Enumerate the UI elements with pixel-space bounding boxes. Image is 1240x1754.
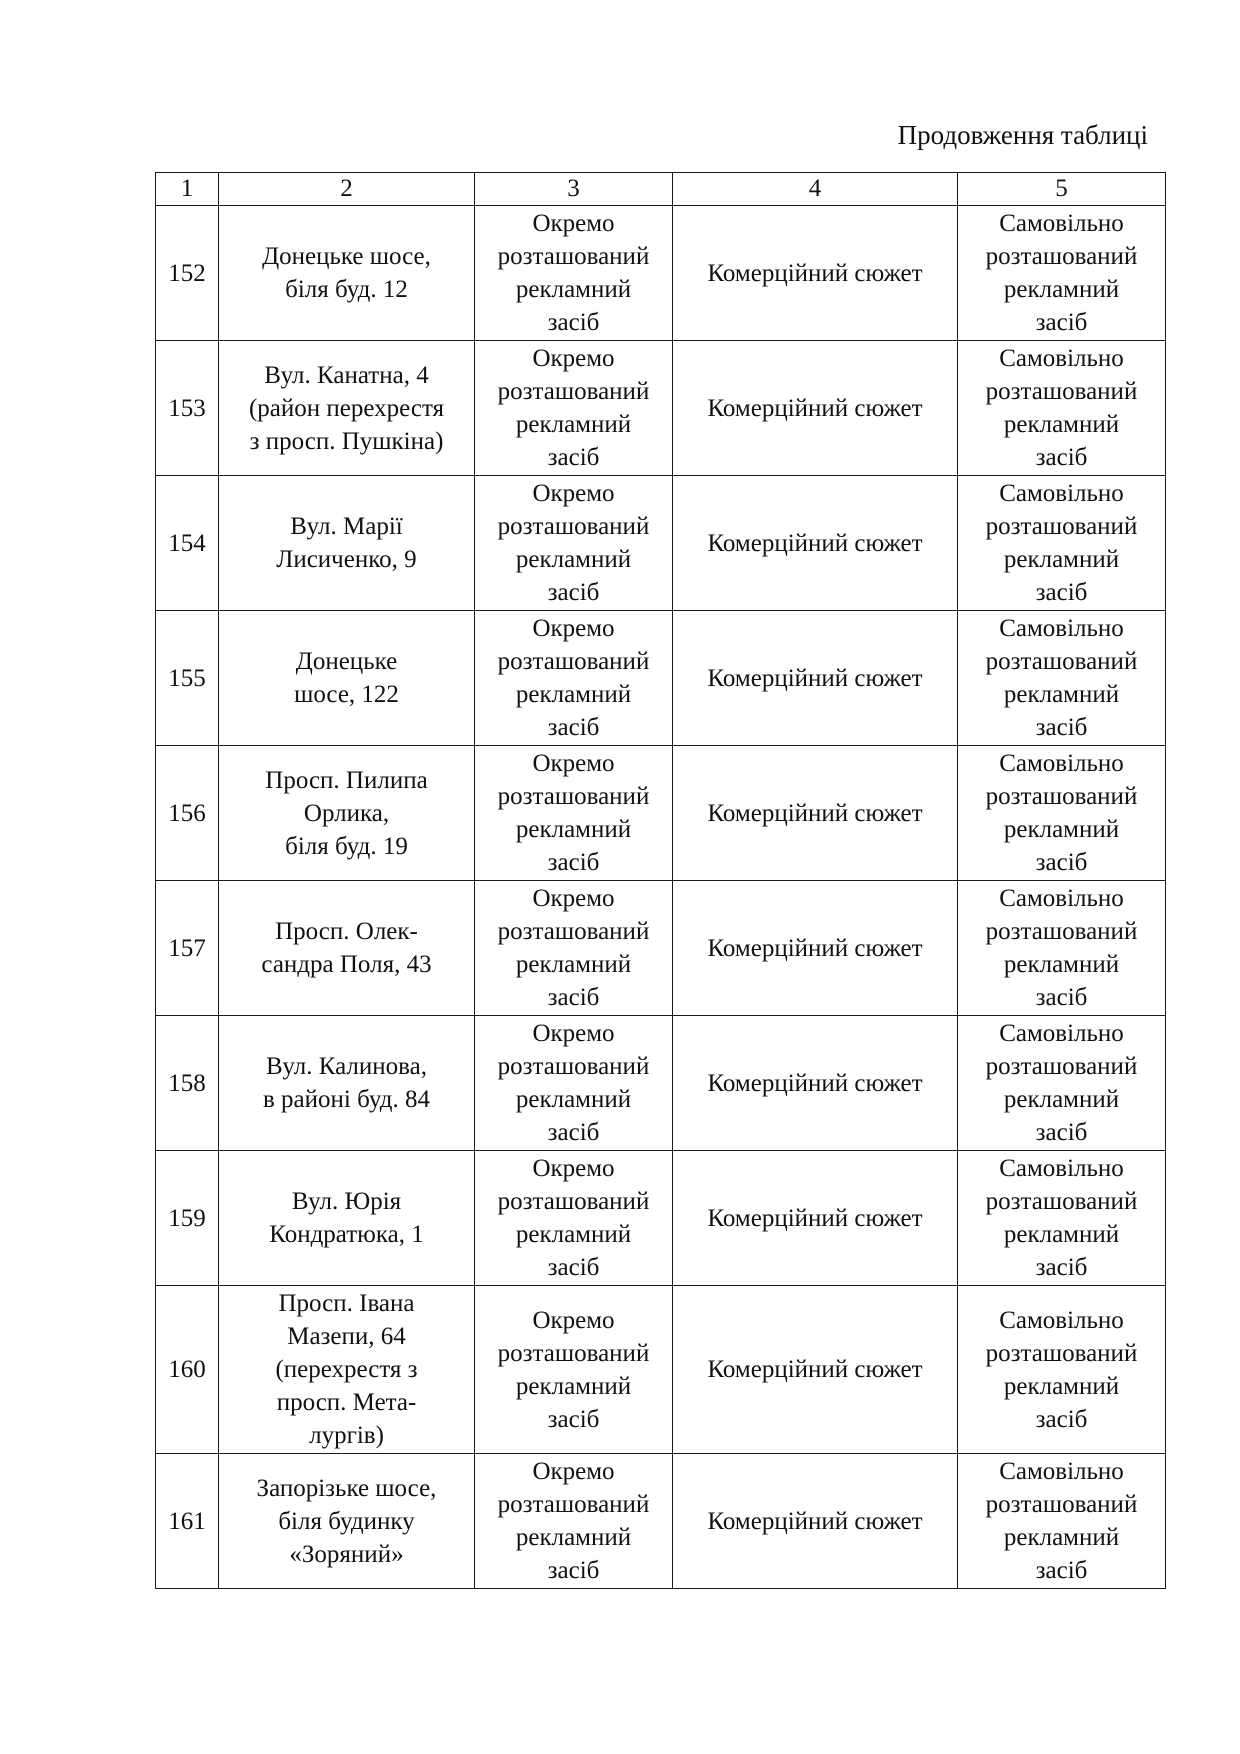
table-row xyxy=(156,1454,1166,1589)
content-cell: Комерційний сюжет xyxy=(673,206,958,341)
column-header-2: 2 xyxy=(219,173,475,206)
table-body xyxy=(156,206,1166,1589)
status-cell: Самовільно розташований рекламний засіб xyxy=(958,341,1166,476)
table-row xyxy=(156,881,1166,1016)
column-header-4: 4 xyxy=(673,173,958,206)
content-cell: Комерційний сюжет xyxy=(673,746,958,881)
ad-type-cell: Окремо розташований рекламний засіб xyxy=(475,341,673,476)
address-cell: Вул. Канатна, 4 (район перехрестя з просп. Пушкіна) xyxy=(219,341,475,476)
status-cell: Самовільно розташований рекламний засіб xyxy=(958,1151,1166,1286)
ad-type-cell: Окремо розташований рекламний засіб xyxy=(475,1286,673,1454)
table-row xyxy=(156,1151,1166,1286)
table-row xyxy=(156,476,1166,611)
ad-type-cell: Окремо розташований рекламний засіб xyxy=(475,746,673,881)
status-cell: Самовільно розташований рекламний засіб xyxy=(958,1286,1166,1454)
status-cell: Самовільно розташований рекламний засіб xyxy=(958,1454,1166,1589)
ad-type-cell: Окремо розташований рекламний засіб xyxy=(475,611,673,746)
content-cell: Комерційний сюжет xyxy=(673,341,958,476)
address-cell: Вул. Юрія Кондратюка, 1 xyxy=(219,1151,475,1286)
table-row xyxy=(156,1016,1166,1151)
content-cell: Комерційний сюжет xyxy=(673,881,958,1016)
address-cell: Просп. Івана Мазепи, 64 (перехрестя з просп. Мета- лургів) xyxy=(219,1286,475,1454)
status-cell: Самовільно розташований рекламний засіб xyxy=(958,611,1166,746)
row-number-cell: 152 xyxy=(156,206,219,341)
address-cell: Вул. Марії Лисиченко, 9 xyxy=(219,476,475,611)
address-cell: Просп. Олек- сандра Поля, 43 xyxy=(219,881,475,1016)
ad-type-cell: Окремо розташований рекламний засіб xyxy=(475,206,673,341)
row-number-cell: 160 xyxy=(156,1286,219,1454)
status-cell: Самовільно розташований рекламний засіб xyxy=(958,476,1166,611)
ad-type-cell: Окремо розташований рекламний засіб xyxy=(475,1151,673,1286)
table-row xyxy=(156,611,1166,746)
column-header-3: 3 xyxy=(475,173,673,206)
status-cell: Самовільно розташований рекламний засіб xyxy=(958,206,1166,341)
row-number-cell: 154 xyxy=(156,476,219,611)
content-cell: Комерційний сюжет xyxy=(673,1016,958,1151)
address-cell: Вул. Калинова, в районі буд. 84 xyxy=(219,1016,475,1151)
ad-type-cell: Окремо розташований рекламний засіб xyxy=(475,881,673,1016)
content-cell: Комерційний сюжет xyxy=(673,611,958,746)
address-cell: Донецьке шосе, 122 xyxy=(219,611,475,746)
row-number-cell: 158 xyxy=(156,1016,219,1151)
row-number-cell: 156 xyxy=(156,746,219,881)
row-number-cell: 159 xyxy=(156,1151,219,1286)
row-number-cell: 157 xyxy=(156,881,219,1016)
content-cell: Комерційний сюжет xyxy=(673,476,958,611)
row-number-cell: 155 xyxy=(156,611,219,746)
address-cell: Просп. Пилипа Орлика, біля буд. 19 xyxy=(219,746,475,881)
ad-type-cell: Окремо розташований рекламний засіб xyxy=(475,1454,673,1589)
status-cell: Самовільно розташований рекламний засіб xyxy=(958,746,1166,881)
table-row xyxy=(156,1286,1166,1454)
content-cell: Комерційний сюжет xyxy=(673,1454,958,1589)
table-header-row xyxy=(156,173,1166,206)
table-continuation-caption: Продовження таблиці xyxy=(897,120,1148,150)
advertising-table xyxy=(155,172,1166,1589)
row-number-cell: 153 xyxy=(156,341,219,476)
status-cell: Самовільно розташований рекламний засіб xyxy=(958,1016,1166,1151)
table-row xyxy=(156,206,1166,341)
ad-type-cell: Окремо розташований рекламний засіб xyxy=(475,1016,673,1151)
address-cell: Запорізьке шосе, біля будинку «Зоряний» xyxy=(219,1454,475,1589)
ad-type-cell: Окремо розташований рекламний засіб xyxy=(475,476,673,611)
address-cell: Донецьке шосе, біля буд. 12 xyxy=(219,206,475,341)
status-cell: Самовільно розташований рекламний засіб xyxy=(958,881,1166,1016)
content-cell: Комерційний сюжет xyxy=(673,1286,958,1454)
column-header-5: 5 xyxy=(958,173,1166,206)
table-row xyxy=(156,341,1166,476)
row-number-cell: 161 xyxy=(156,1454,219,1589)
content-cell: Комерційний сюжет xyxy=(673,1151,958,1286)
table-row xyxy=(156,746,1166,881)
column-header-1: 1 xyxy=(156,173,219,206)
